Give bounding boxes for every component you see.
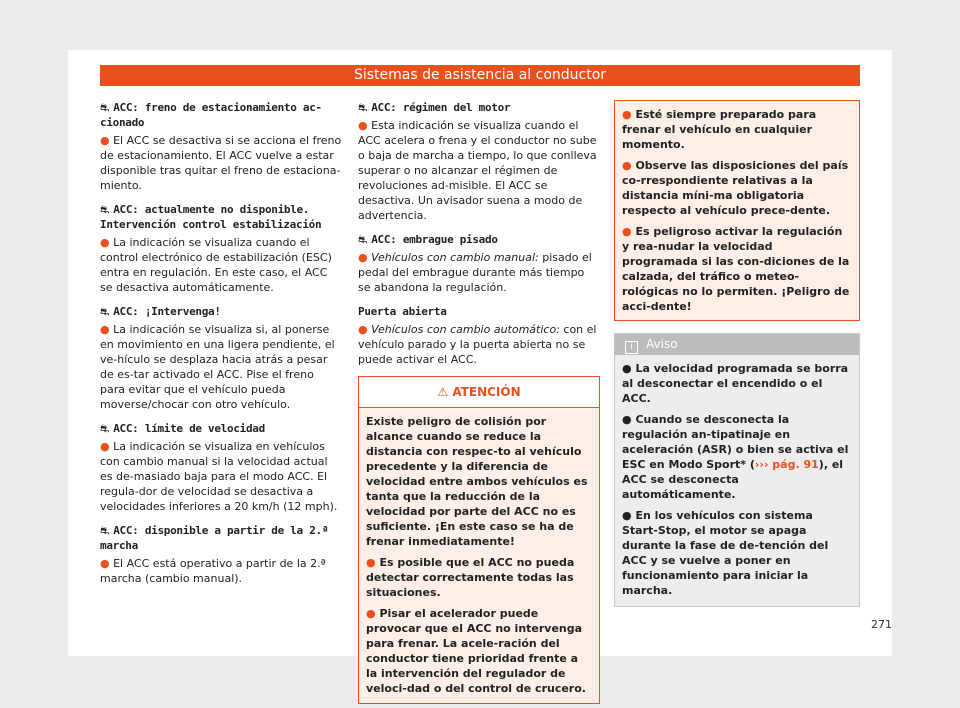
car-icon: ⛐ [100,305,110,318]
atencion-body [359,408,599,703]
column-2 [358,100,600,704]
aviso-bullet: ● En los vehículos con sistema Start-Stop, el motor se apaga durante la fase de de-tención del ACC y se vuelve a poner en funcionamiento para iniciar la marcha. [622,509,829,597]
aviso-body [615,355,859,606]
atencion-paragraph: Existe peligro de colisión por alcance cuando se reduce la distancia con respec-to al vehículo precedente y la diferencia de velocidad entre ambos vehículos es tanta que la reducción de la velocidad por parte del ACC no es suficiente. ¡En este caso se ha de frenar inmediatamente! [366,415,588,548]
page-link[interactable]: ››› pág. 91 [754,458,819,471]
section-header: Sistemas de asistencia al conductor [100,65,860,86]
column-1 [100,100,342,595]
atencion-box [358,376,600,704]
atencion-title: ⚠ ATENCIÓN [359,377,599,408]
car-icon: ⛐ [100,524,110,537]
car-icon: ⛐ [100,203,110,216]
car-icon: ⛐ [358,233,368,246]
car-icon: ⛐ [100,422,110,435]
heading-clutch: ⛐ ACC: embrague pisado [358,233,498,246]
aviso-bullet: ● Cuando se desconecta la regulación an-tipatinaje en aceleración (ASR) o bien se activa el ESC en Modo Sport* (››› pág. 91), el ACC se desconecta automáticamente. [622,413,849,501]
heading-parking-brake: ⛐ ACC: freno de estacionamiento ac-cionado [100,101,322,129]
aviso-title: i Aviso [615,334,859,355]
heading-not-available: ⛐ ACC: actualmente no disponible. Intervención control estabilización [100,203,322,231]
heading-door-open: Puerta abierta [358,305,447,318]
warning-continuation-box [614,100,860,321]
car-icon: ⛐ [100,101,110,114]
aviso-box [614,333,860,607]
paragraph: ● El ACC se desactiva si se acciona el freno de estacionamiento. El ACC vuelve a estar disponible tras quitar el freno de estaciona-miento. [100,134,342,192]
aviso-bullet: ● La velocidad programada se borra al desconectar el encendido o el ACC. [622,362,849,405]
car-icon: ⛐ [358,101,368,114]
paragraph: ● El ACC está operativo a partir de la 2.ª marcha (cambio manual). [100,557,326,585]
page-number: 271 [871,618,892,631]
paragraph: ● La indicación se visualiza cuando el control electrónico de estabilización (ESC) entra en regulación. En este caso, el ACC se desactiva automáticamente. [100,236,332,294]
warning-bullet: ● Esté siempre preparado para frenar el vehículo en cualquier momento. [622,108,817,151]
atencion-bullet: ● Pisar el acelerador puede provocar que el ACC no intervenga para frenar. La acele-ración del conductor tiene prioridad frente a la intervención del regulador de veloci-dad o del control de crucero. [366,607,586,695]
heading-engine-rpm: ⛐ ACC: régimen del motor [358,101,511,114]
paragraph: ● Esta indicación se visualiza cuando el ACC acelera o frena y el conductor no sube o baja de marcha a tiempo, lo que conlleva superar o no alcanzar el régimen de revoluciones ad-misible. El ACC se desactiva. Un avisador suena a modo de advertencia. [358,119,597,222]
column-3 [614,100,860,607]
warning-bullet: ● Es peligroso activar la regulación y rea-nudar la velocidad programada si las con-diciones de la calzada, del tráfico o meteo-rológicas no lo permiten. ¡Peligro de acci-dente! [622,225,850,313]
paragraph: ● Vehículos con cambio automático: con el vehículo parado y la puerta abierta no se puede activar el ACC. [358,323,597,366]
atencion-bullet: ● Es posible que el ACC no pueda detectar correctamente todas las situaciones. [366,556,575,599]
warning-bullet: ● Observe las disposiciones del país co-rrespondiente relativas a la distancia míni-ma obligatoria respecto al vehículo prece-dente. [622,159,849,217]
info-icon: i [625,341,638,354]
paragraph: ● La indicación se visualiza en vehículos con cambio manual si la velocidad actual es de-masiado baja para el modo ACC. El regula-dor de velocidad se desactiva a velocidades inferiores a 20 km/h (12 mph). [100,440,338,513]
paragraph: ● Vehículos con cambio manual: pisado el pedal del embrague durante más tiempo se abandona la regulación. [358,251,592,294]
paragraph: ● La indicación se visualiza si, al ponerse en movimiento en una ligera pendiente, el ve-hículo se desplaza hacia atrás a pesar de es-tar activado el ACC. Pise el freno para evitar que el vehículo pueda moverse/chocar con otro vehículo. [100,323,335,411]
heading-intervene: ⛐ ACC: ¡Intervenga! [100,305,221,318]
warning-triangle-icon: ⚠ [437,385,449,399]
heading-second-gear: ⛐ ACC: disponible a partir de la 2.ª marcha [100,524,329,552]
heading-speed-limit: ⛐ ACC: límite de velocidad [100,422,265,435]
